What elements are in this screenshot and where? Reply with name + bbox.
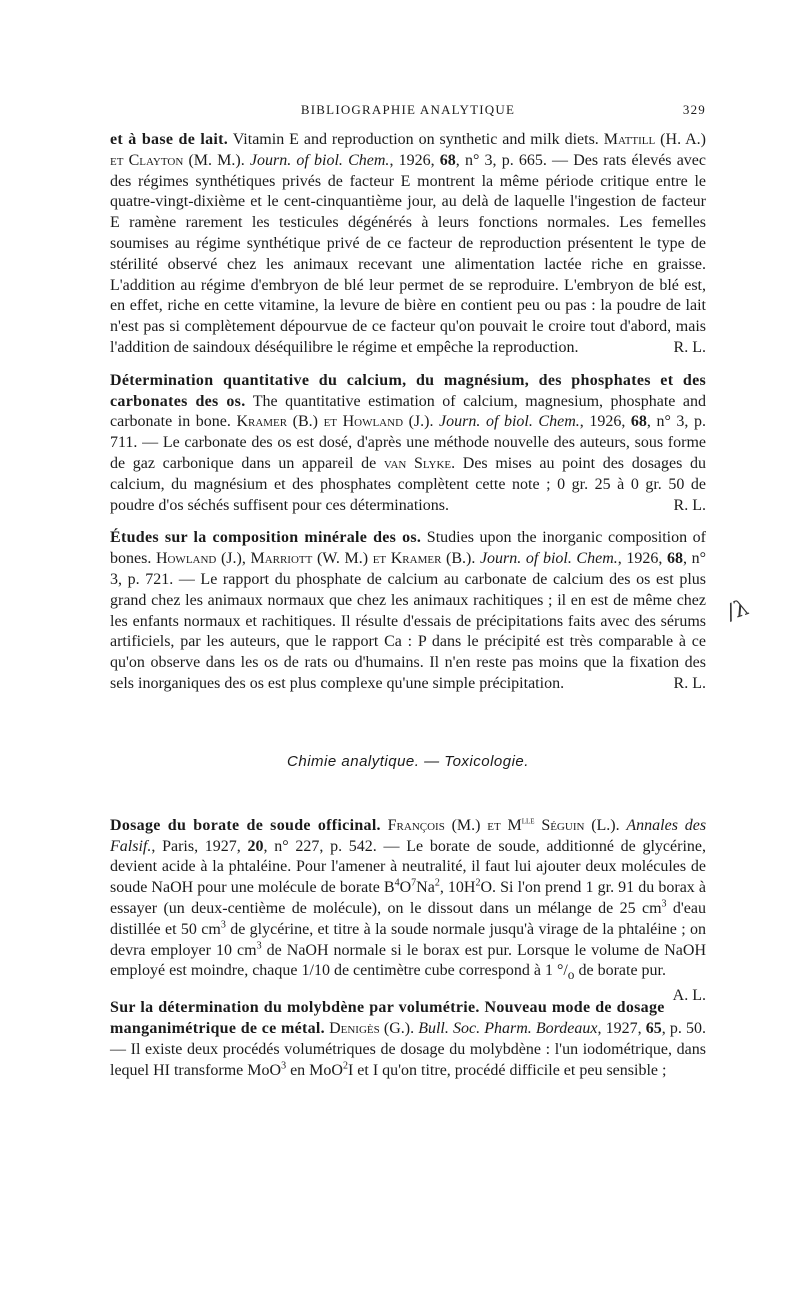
running-header xyxy=(110,102,706,122)
entry-volume: 65 xyxy=(645,1020,662,1038)
entry-authors: Mattill (H. A.) et Clayton (M. M.). xyxy=(110,131,707,169)
entry-volume: 68 xyxy=(439,151,456,169)
entry-authors: Kramer (B.) et Howland (J.). xyxy=(236,413,434,431)
entry-title: et à base de lait. xyxy=(110,131,229,148)
entry-borate-dosage: Dosage du borate de soude officinal. François (M.) et $M^{lle}$ Séguin (L.). Annales des Falsif., Paris, 1927, 20, n° 227, p. 542. — Le borate de soude, additionné de glycérine, devient acide à la phtaléine. Pour l'amener à neutralité, il faut lui ajouter deux molécules de soude NaOH pour une molécule de borate $B^4O^7Na^2$, $10H^2O$. Si l'on prend 1 gr. 91 du borax à essayer (un deux-centième de molécule), on le dissout dans un mélange de 25 $cm^3$ d'eau distillée et 50 $cm^3$ de glycérine, et titre à la soude normale jusqu'à virage de la phtaléine ; on devra employer 10 $cm^3$ de NaOH normale si le borax est pur. Lorsque le volume de NaOH employé est moindre, chaque 1/10 de centimètre cube correspond à 1 $^\circ/_o$ de borate pur. A. L. xyxy=(110,816,706,987)
entry-journal: Bull. Soc. Pharm. Bordeaux xyxy=(418,1020,598,1038)
entry-volume: 68 xyxy=(630,413,647,431)
handwritten-margin-note: /λ xyxy=(723,595,752,626)
page-body xyxy=(110,130,706,1081)
entry-molybdenum: Sur la détermination du molybdène par volumétrie. Nouveau mode de dosage manganimétrique de ce métal. Denigès (G.). Bull. Soc. Pharm. Bordeaux, 1927, 65, p. 50. — Il existe deux procédés volumétriques de dosage du molybdène : l'un iodométrique, dans lequel HI transforme MoO$^3$ en MoO$^2$I et I qu'on titre, procédé difficile et peu sensible ; xyxy=(110,999,707,1079)
entry-title: Détermination quantitative du calcium, du magnésium, des phosphates et des carbonates des os. xyxy=(110,371,706,410)
running-title: BIBLIOGRAPHIE ANALYTIQUE xyxy=(300,102,516,117)
entry-authors: Denigès (G.). xyxy=(329,1020,415,1038)
entry-bone-composition: Études sur la composition minérale des os. Studies upon the inorganic composition of bones. Howland (J.), Marriott (W. M.) et Kramer (B.). Journ. of biol. Chem., 1926, 68, n° 3, p. 721. — Le rapport du phosphate de calcium au carbonate de calcium des os est plus grand chez les animaux normaux que chez les animaux rachitiques ; il en est de même chez les enfants normaux et rachitiques. Il résulte d'essais de précipitations faits avec des sérums artificiels, par les auteurs, que le rapport Ca : P dans le précipité est très comparable à ce qu'on observe dans les os de rats ou d'humains. Il n'en reste pas moins que la fixation des sels inorganiques des os est plus complexe qu'une simple précipitation. R. L. xyxy=(110,528,706,694)
section-heading: Chimie analytique. — Toxicologie. xyxy=(287,752,529,770)
entry-volume: 20 xyxy=(247,837,264,855)
entry-volume: 68 xyxy=(666,550,683,568)
entry-signature: R. L. xyxy=(673,496,706,514)
entry-author-ref: van Slyke xyxy=(383,454,452,472)
entry-authors: François (M.) et $M^{lle}$ Séguin xyxy=(387,815,585,834)
entry-signature: R. L. xyxy=(673,674,706,692)
entry-calcium-determination: Détermination quantitative du calcium, du magnésium, des phosphates et des carbonates des os. The quantitative estimation of calcium, magnesium, phosphate and carbonate in bone. Kramer (B.) et Howland (J.). Journ. of biol. Chem., 1926, 68, n° 3, p. 711. — Le carbonate des os est dosé, d'après une méthode nouvelle des auteurs, sous forme de gaz carbonique dans un appareil de van Slyke. Des mises au point des dosages du calcium, du magnésium et des phosphates complètent cette note ; 0 gr. 25 à 0 gr. 50 de poudre d'os séchés suffisent pour ces déterminations. R. L. xyxy=(110,371,706,517)
entry-vitamin-e: et à base de lait. Vitamin E and reproduction on synthetic and milk diets. Mattill (H. A.) et Clayton (M. M.). Journ. of biol. Chem., 1926, 68, n° 3, p. 665. — Des rats élevés avec des régimes synthétiques privés de facteur E montrent la même période critique entre le quatre-vingt-dixième et le cent-cinquantième jour, au delà de laquelle l'ingestion de facteur E ramène rarement les testicules dégénérés à leurs fonctions normales. Les femelles soumises au régime synthétique privé de ce facteur de reproduction présentent le type de stérilité observé chez les animaux recevant une alimentation lactée riche en graisse. L'addition au régime d'embryon de blé leur permet de se reproduire. L'embryon de blé est, en effet, riche en cette vitamine, la levure de bière en contient peu ou pas : la poudre de lait n'est pas si complètement dépourvue de ce facteur qu'on pouvait le croire tout d'abord, mais l'addition de saindoux déséquilibre le régime et empêche la reproduction. R. L. xyxy=(110,130,706,359)
entry-title: Études sur la composition minérale des os. xyxy=(110,529,422,547)
entry-journal: Journ. of biol. Chem. xyxy=(249,151,390,169)
entry-signature: R. L. xyxy=(673,338,706,356)
entry-journal: Journ. of biol. Chem. xyxy=(439,413,580,431)
entry-title: Dosage du borate de soude officinal. xyxy=(110,816,381,834)
entry-journal: Annales des Falsif. xyxy=(110,816,707,855)
entry-signature: A. L. xyxy=(672,987,706,1005)
entry-journal: Journ. of biol. Chem. xyxy=(479,550,618,568)
page-number: 329 xyxy=(682,102,706,117)
entry-title: Sur la détermination du molybdène par volumétrie. Nouveau mode de dosage manganimétrique de ce métal. xyxy=(110,999,665,1038)
entry-authors: Howland (J.), Marriott (W. M.) et Kramer (B.). xyxy=(155,550,476,568)
